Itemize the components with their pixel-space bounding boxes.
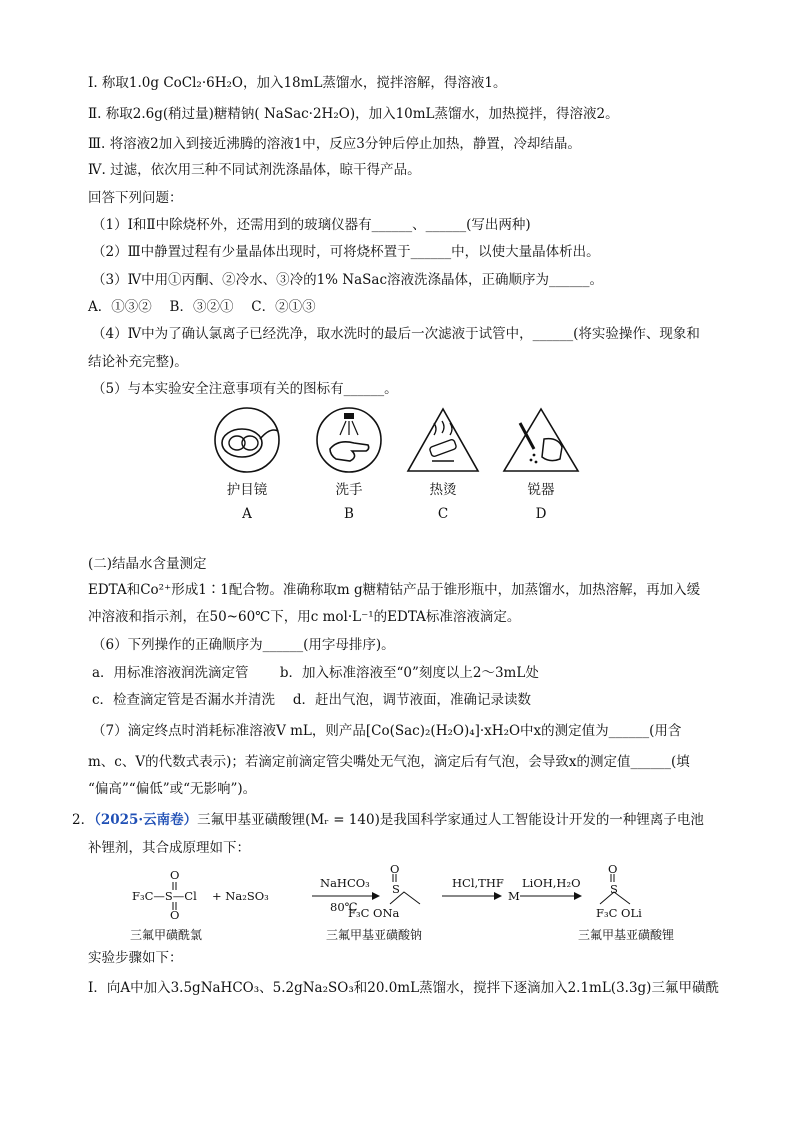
source-tag: （2025·云南卷） [94,812,198,828]
question-6: （6）下列操作的正确顺序为______(用字母排序)。 [92,637,395,653]
step-2: Ⅱ. 称取2.6g(稍过量)糖精钠( NaSac·2H₂O)，加入10mL蒸馏水，加热搅拌，得溶液2。 [88,106,619,122]
problem-header [72,810,704,830]
reagent-2: + Na₂SO₃ [212,889,269,903]
product-2: F₃C OLi [596,906,642,920]
question-5: （5）与本实验安全注意事项有关的图标有______。 [92,381,398,397]
oxygen-bottom-1: O [170,908,180,922]
icon-item-c [401,405,485,523]
goggles-icon [212,405,282,475]
step-1: Ⅰ. 称取1.0g CoCl₂·6H₂O，加入18mL蒸馏水，搅拌溶解，得溶液1。 [88,75,507,91]
sulfur-3: S [610,882,618,896]
question-7-line1: （7）滴定终点时消耗标准溶液V mL，则产品[Co(Sac)₂(H₂O)₄]·xH₂O中x的测定值为______(用含 [92,723,682,739]
question-3-options: A．①③② B．③②① C．②①③ [88,299,316,315]
hot-surface-icon [404,405,482,475]
sharp-object-icon [500,405,582,475]
question-6-cd: c．检查滴定管是否漏水并清洗 d．赶出气泡，调节液面，准确记录读数 [92,692,531,708]
oxygen-top-3: O [608,862,618,876]
icon-item-a [205,405,289,523]
caption-1: 三氟甲磺酰氯 [130,928,203,942]
steps-heading: 实验步骤如下： [88,950,183,966]
reaction-scheme [130,862,690,946]
icon-label-d: 锐器 [527,482,555,498]
product-1: F₃C ONa [348,906,400,920]
problem-text-line2: 补锂剂，其合成原理如下： [88,840,250,856]
condition-2: HCl,THF [452,876,504,890]
condition-3: LiOH,H₂O [522,876,581,890]
intermediate-m: M [508,889,520,903]
oxygen-top-1: O [170,868,180,882]
icon-letter-d: D [535,506,547,522]
question-7-line3: “偏高”“偏低”或“无影响”)。 [88,781,257,797]
icon-letter-a: A [242,506,252,522]
reagent-1: F₃C—S—Cl [132,889,197,903]
section-heading: (二)结晶水含量测定 [88,556,207,572]
oxygen-top-2: O [390,862,400,876]
icon-letter-c: C [437,506,449,522]
problem-text: 三氟甲基亚磺酸锂(Mᵣ = 140)是我国科学家通过人工智能设计开发的一种锂离子电池 [197,812,704,828]
caption-2: 三氟甲基亚磺酸钠 [326,928,423,942]
icon-item-d [499,405,583,523]
problem-number: 2． [72,812,95,828]
icon-label-a: 护目镜 [226,482,268,498]
safety-icons [205,405,605,540]
step-4: Ⅳ. 过滤，依次用三种不同试剂洗涤晶体，晾干得产品。 [88,162,421,178]
icon-label-b: 洗手 [335,482,363,498]
question-6-ab: a．用标准溶液润洗滴定管 b．加入标准溶液至“0”刻度以上2～3mL处 [92,665,539,681]
icon-label-c: 热烫 [429,482,457,498]
question-4-line2: 结论补充完整)。 [88,354,188,370]
caption-3: 三氟甲基亚磺酸锂 [578,928,675,942]
question-2: （2）Ⅲ中静置过程有少量晶体出现时，可将烧杯置于______中，以使大量晶体析出。 [92,244,600,260]
question-3: （3）Ⅳ中用①丙酮、②冷水、③冷的1% NaSac溶液洗涤晶体，正确顺序为______。 [92,272,604,288]
question-7-line2: m、c、V的代数式表示)；若滴定前滴定管尖嘴处无气泡，滴定后有气泡，会导致x的测定值______(填 [88,754,690,770]
condition-1-bottom: 80℃ [330,900,358,914]
paragraph-line1: EDTA和Co²⁺形成1∶1配合物。准确称取m g糖精钴产品于锥形瓶中，加蒸馏水，加热溶解，再加入缓 [88,582,701,598]
question-1: （1）Ⅰ和Ⅱ中除烧杯外，还需用到的玻璃仪器有______、______(写出两种) [92,217,531,233]
paragraph-line2: 冲溶液和指示剂，在50~60℃下，用c mol·L⁻¹的EDTA标准溶液滴定。 [88,609,521,625]
step-3: Ⅲ. 将溶液2加入到接近沸腾的溶液1中，反应3分钟后停止加热，静置，冷却结晶。 [88,136,581,152]
sulfur-2: S [392,882,400,896]
step-i: Ⅰ．向A中加入3.5gNaHCO₃、5.2gNa₂SO₃和20.0mL蒸馏水，搅拌下逐滴加入2.1mL(3.3g)三氟甲磺酰 [88,980,719,996]
question-4-line1: （4）Ⅳ中为了确认氯离子已经洗净，取水洗时的最后一次滤液于试管中，______(将实验操作、现象和 [92,326,700,342]
question-intro: 回答下列问题： [88,190,183,206]
hand-wash-icon [314,405,384,475]
condition-1-top: NaHCO₃ [320,876,370,890]
icon-letter-b: B [344,506,354,522]
icon-item-b [307,405,391,523]
